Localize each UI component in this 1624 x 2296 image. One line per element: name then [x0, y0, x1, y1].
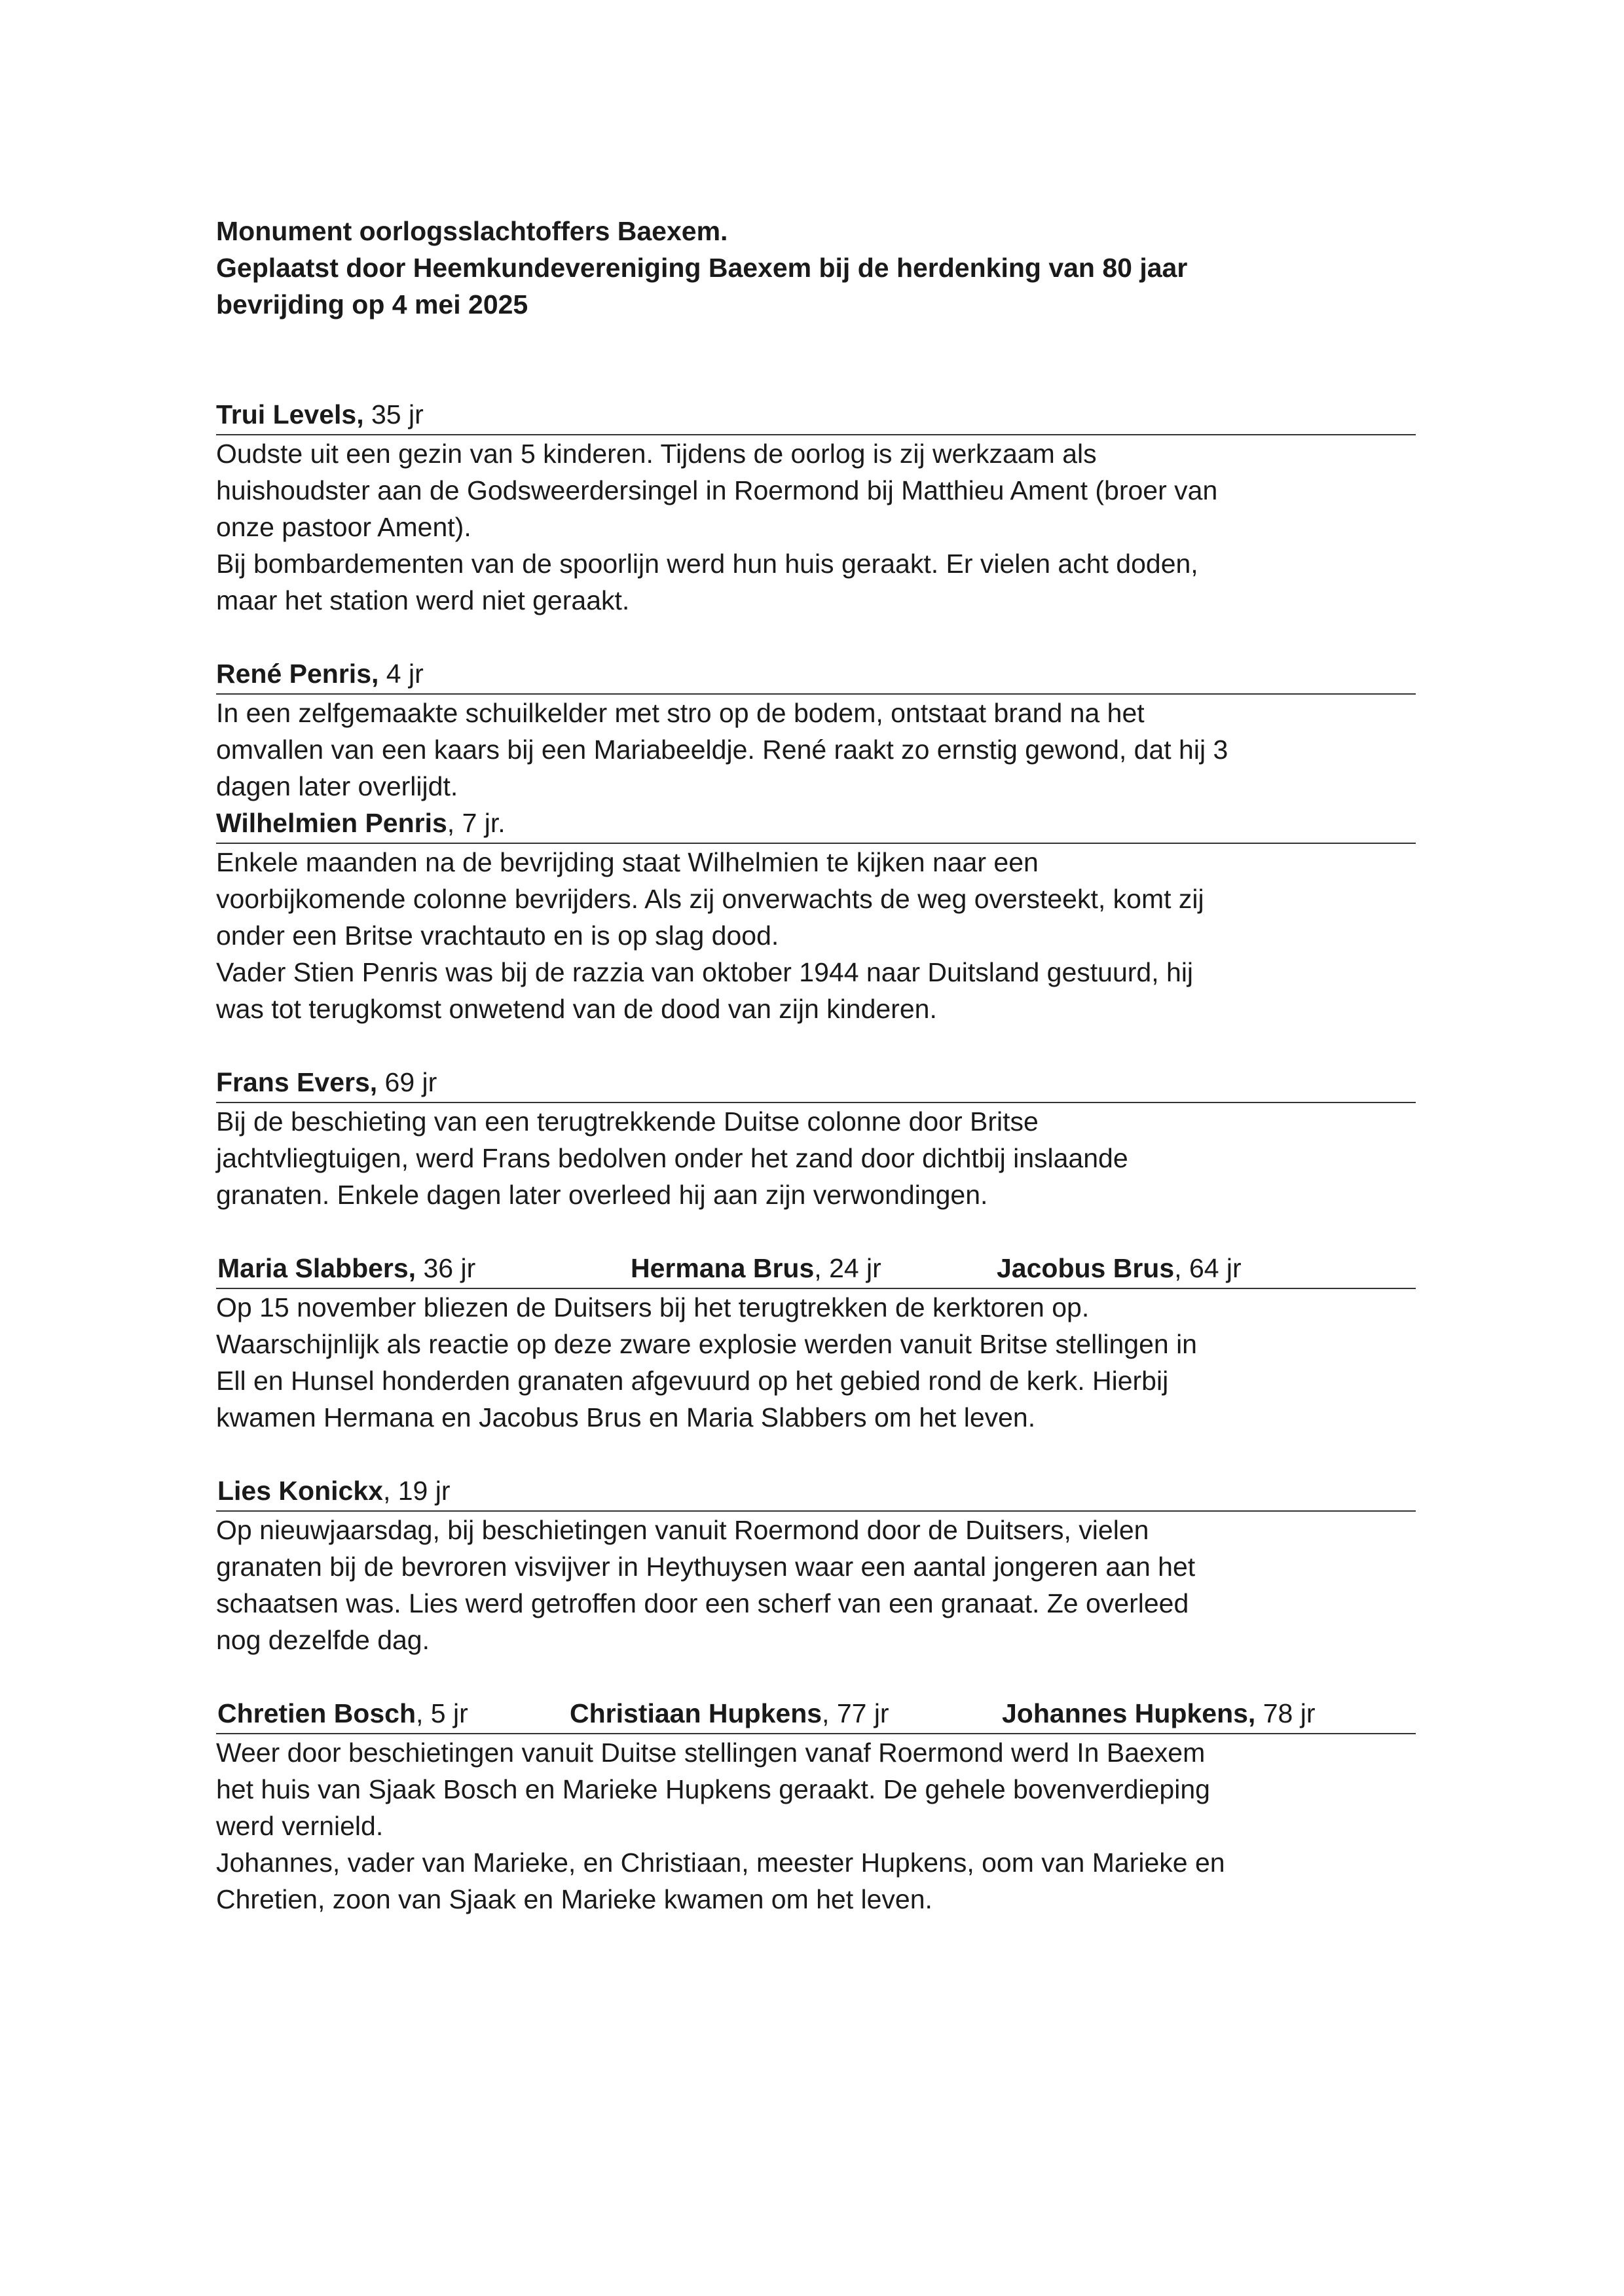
story-line: Enkele maanden na de bevrijding staat Wilhelmien te kijken naar een — [216, 847, 1039, 877]
victim-entry — [217, 1250, 475, 1286]
victim-entry — [1002, 1695, 1315, 1732]
victim-age: , 19 jr — [382, 1476, 451, 1506]
victim-age: 78 jr — [1255, 1698, 1316, 1728]
victim-section — [216, 1472, 1418, 1658]
story-line: Bij de beschieting van een terugtrekkende Duitse colonne door Britse — [216, 1106, 1039, 1137]
story-line: jachtvliegtuigen, werd Frans bedolven onder het zand door dichtbij inslaande — [216, 1143, 1128, 1173]
victim-name: Wilhelmien Penris — [216, 808, 447, 838]
victim-age: 69 jr — [377, 1067, 437, 1097]
story-line: kwamen Hermana en Jacobus Brus en Maria Slabbers om het leven. — [216, 1402, 1036, 1432]
victim-entry — [631, 1250, 881, 1286]
story-line: Bij bombardementen van de spoorlijn werd hun huis geraakt. Er vielen acht doden, — [216, 549, 1198, 579]
victim-age: 4 jr — [378, 659, 424, 689]
victim-entry — [216, 655, 424, 692]
story-line: onze pastoor Ament). — [216, 512, 471, 542]
story-line: Johannes, vader van Marieke, en Christiaan, meester Hupkens, oom van Marieke en — [216, 1848, 1225, 1878]
story-line: Waarschijnlijk als reactie op deze zware explosie werden vanuit Britse stellingen in — [216, 1329, 1197, 1359]
story-line: Op nieuwjaarsdag, bij beschietingen vanuit Roermond door de Duitsers, vielen — [216, 1515, 1149, 1545]
victim-name: Jacobus Brus — [997, 1253, 1175, 1283]
victim-age: , 7 jr. — [447, 808, 506, 838]
victim-section — [216, 1250, 1418, 1436]
victim-section — [216, 1064, 1418, 1213]
victim-age: 36 jr — [416, 1253, 476, 1283]
victim-entry — [216, 396, 424, 433]
story-line: het huis van Sjaak Bosch en Marieke Hupkens geraakt. De gehele bovenverdieping — [216, 1774, 1210, 1804]
victim-entry — [997, 1250, 1242, 1286]
story-line: Op 15 november bliezen de Duitsers bij het terugtrekken de kerktoren op. — [216, 1292, 1090, 1322]
victim-name: René Penris, — [216, 659, 379, 689]
document-page — [216, 213, 1418, 1918]
story-line: granaten bij de bevroren visvijver in Heythuysen waar een aantal jongeren aan het — [216, 1552, 1196, 1582]
victim-age: , 5 jr — [416, 1698, 468, 1728]
victim-section — [216, 805, 1418, 1027]
story-line: dagen later overlijdt. — [216, 771, 458, 801]
victim-entry — [216, 805, 506, 841]
story-line: onder een Britse vrachtauto en is op slag dood. — [216, 920, 779, 951]
title-line: Monument oorlogsslachtoffers Baexem. — [216, 216, 728, 246]
story-line: nog dezelfde dag. — [216, 1625, 430, 1655]
victim-name: Christiaan Hupkens — [570, 1698, 822, 1728]
story-line: Ell en Hunsel honderden granaten afgevuurd op het gebied rond de kerk. Hierbij — [216, 1366, 1169, 1396]
victim-name: Frans Evers, — [216, 1067, 378, 1097]
victim-name: Lies Konickx — [217, 1476, 383, 1506]
story-line: maar het station werd niet geraakt. — [216, 585, 630, 615]
victim-section — [216, 1695, 1418, 1918]
title-line: bevrijding op 4 mei 2025 — [216, 289, 528, 319]
victim-age: , 64 jr — [1174, 1253, 1242, 1283]
story-line: omvallen van een kaars bij een Mariabeeldje. René raakt zo ernstig gewond, dat hij 3 — [216, 735, 1228, 765]
victim-heading — [216, 1250, 1416, 1289]
story-line: was tot terugkomst onwetend van de dood van zijn kinderen. — [216, 994, 937, 1024]
story-line: huishoudster aan de Godsweerdersingel in Roermond bij Matthieu Ament (broer van — [216, 475, 1218, 505]
story-line: Weer door beschietingen vanuit Duitse stellingen vanaf Roermond werd In Baexem — [216, 1738, 1206, 1768]
victim-heading — [216, 655, 1416, 695]
title-line: Geplaatst door Heemkundevereniging Baexem bij de herdenking van 80 jaar — [216, 253, 1188, 283]
victim-section — [216, 396, 1418, 619]
story-line: voorbijkomende colonne bevrijders. Als zij onverwachts de weg oversteekt, komt zij — [216, 884, 1204, 914]
story-line: Chretien, zoon van Sjaak en Marieke kwamen om het leven. — [216, 1884, 932, 1914]
victim-name: Maria Slabbers, — [217, 1253, 416, 1283]
victim-heading — [216, 1064, 1416, 1103]
victim-heading — [216, 396, 1416, 435]
victim-entry — [217, 1695, 468, 1732]
victim-entry — [216, 1064, 437, 1101]
victim-age: 35 jr — [363, 399, 424, 429]
story-line: werd vernield. — [216, 1811, 384, 1841]
victim-heading — [216, 805, 1416, 844]
victim-section — [216, 655, 1418, 805]
victim-heading — [216, 1695, 1416, 1734]
victim-entry — [217, 1472, 450, 1509]
story-line: In een zelfgemaakte schuilkelder met stro op de bodem, ontstaat brand na het — [216, 698, 1145, 728]
story-line: granaten. Enkele dagen later overleed hij aan zijn verwondingen. — [216, 1180, 988, 1210]
story-line: Oudste uit een gezin van 5 kinderen. Tijdens de oorlog is zij werkzaam als — [216, 439, 1097, 469]
story-line: Vader Stien Penris was bij de razzia van oktober 1944 naar Duitsland gestuurd, hij — [216, 957, 1194, 987]
victim-name: Johannes Hupkens, — [1002, 1698, 1256, 1728]
document-title — [216, 213, 1418, 323]
victim-name: Trui Levels, — [216, 399, 364, 429]
victim-name: Hermana Brus — [631, 1253, 815, 1283]
victim-name: Chretien Bosch — [217, 1698, 416, 1728]
victim-entry — [570, 1695, 889, 1732]
victim-age: , 24 jr — [814, 1253, 881, 1283]
story-line: schaatsen was. Lies werd getroffen door een scherf van een granaat. Ze overleed — [216, 1588, 1189, 1618]
victim-age: , 77 jr — [822, 1698, 889, 1728]
victim-heading — [216, 1472, 1416, 1512]
